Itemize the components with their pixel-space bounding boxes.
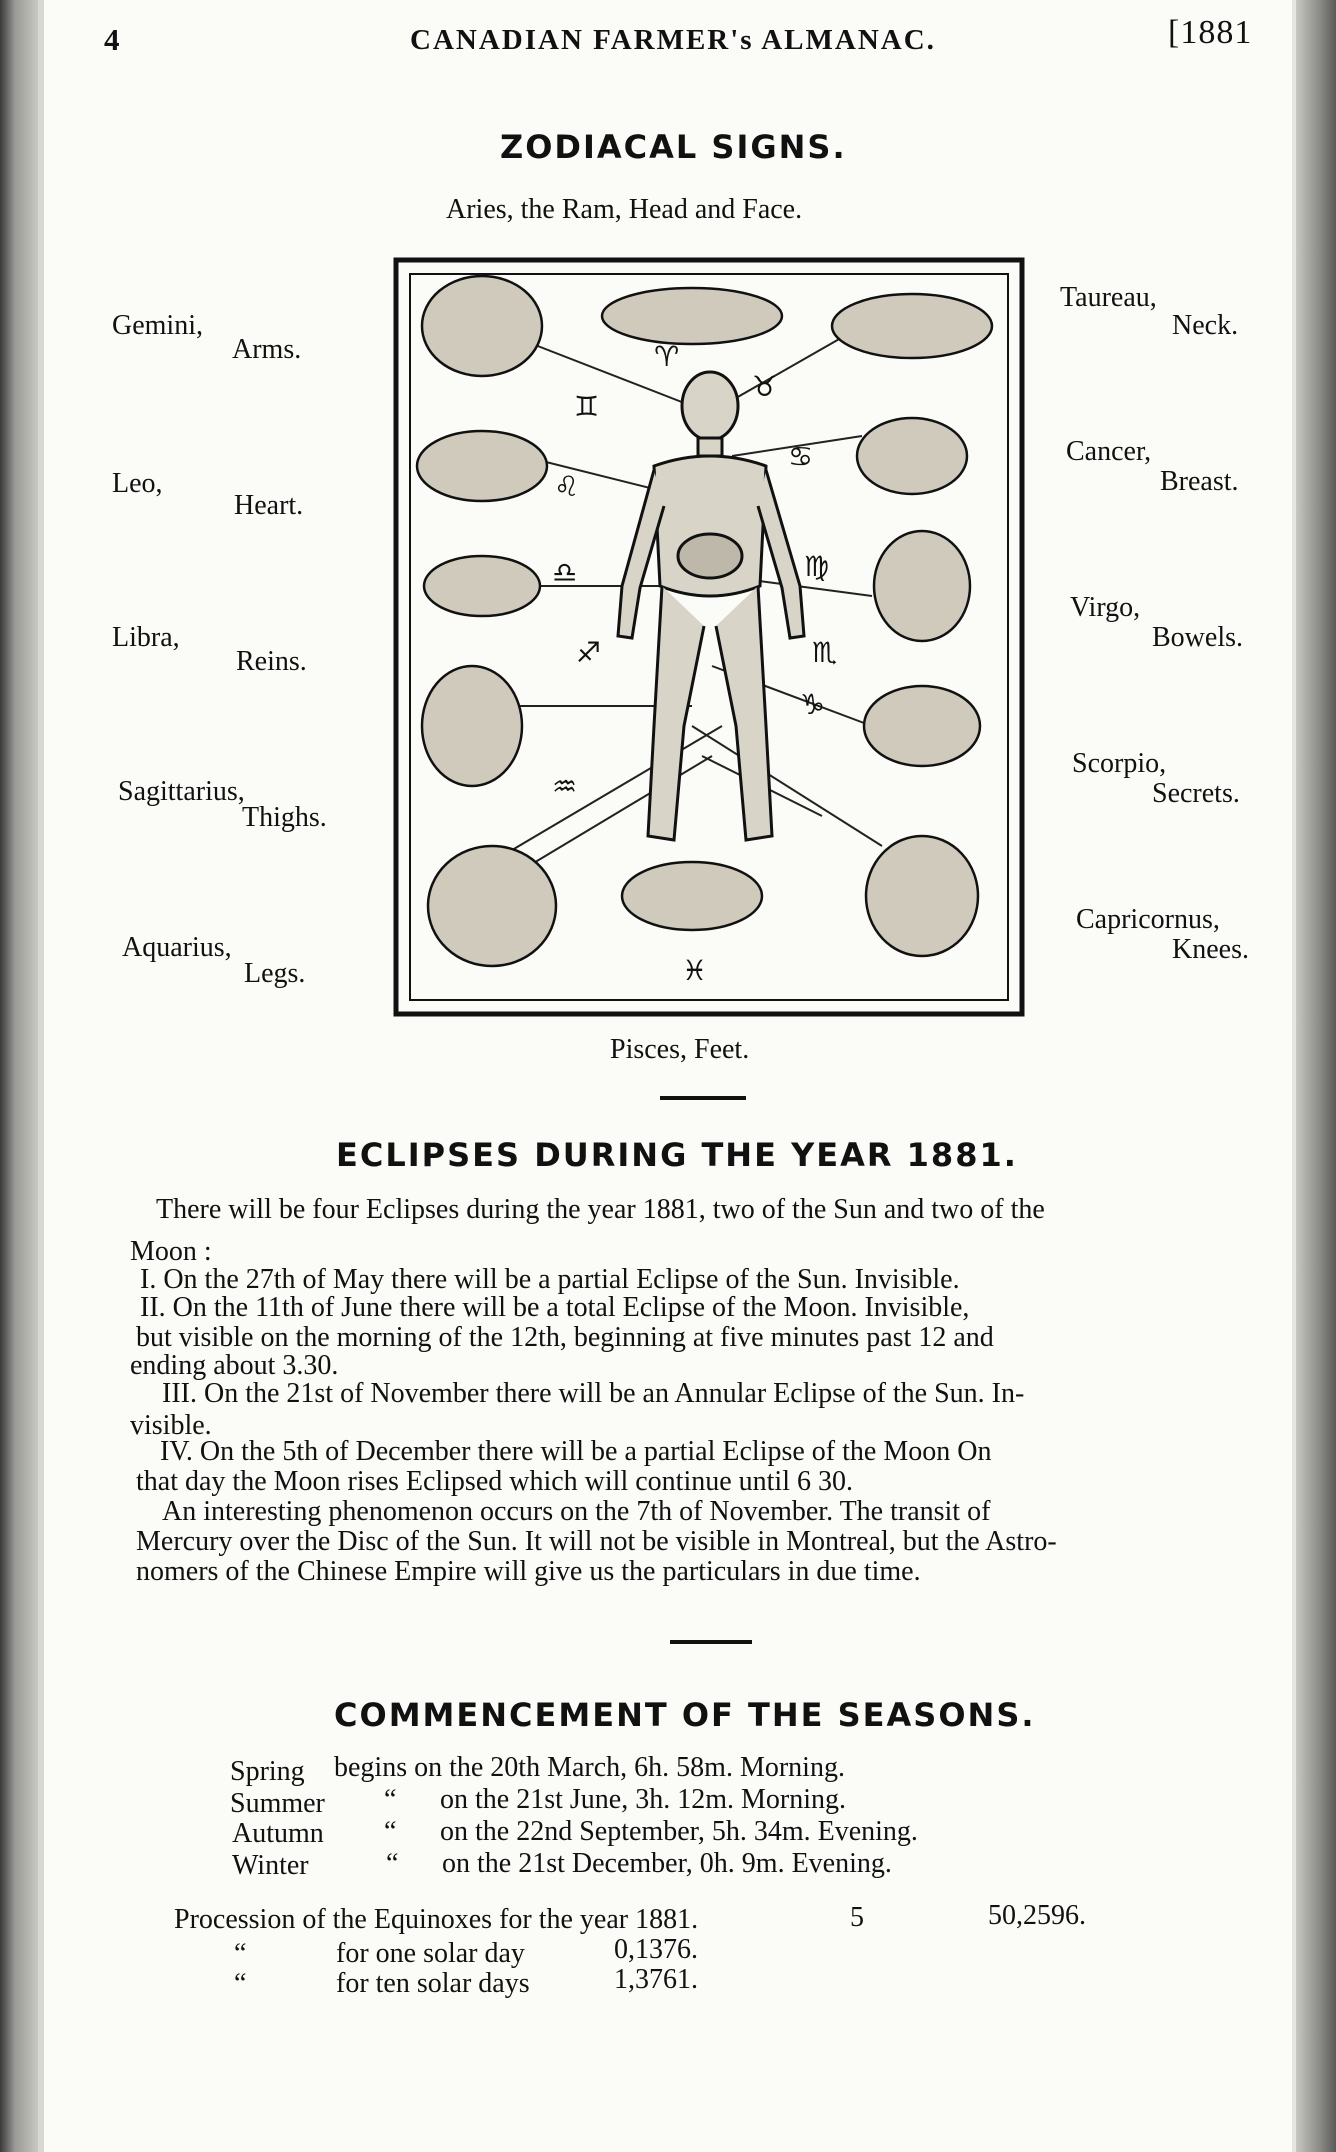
cancer-part: Breast. [1160,466,1239,497]
eclipse-line: III. On the 21st of November there will be an Annular Eclipse of the Sun. In- [162,1378,1025,1409]
fishes-shape [622,862,762,930]
gemini-glyph: ♊ [574,390,600,423]
goat-shape [866,836,978,956]
taurus-part: Neck. [1172,310,1239,341]
scorpio-glyph: ♏ [812,636,838,669]
procession-label: Procession of the Equinoxes for the year 1881. [174,1904,699,1935]
season-text-summer: on the 21st June, 3h. 12m. Morning. [440,1784,846,1815]
pisces-glyph: ♓ [682,954,708,987]
water-bearer-shape [428,846,556,966]
aquarius-label: Aquarius, [122,932,232,963]
running-title: CANADIAN FARMER's ALMANAC. [410,24,936,56]
procession-sub-label-1: for one solar day [336,1938,525,1969]
leo-label: Leo, [112,468,163,499]
eclipse-line: Mercury over the Disc of the Sun. It will not be visible in Montreal, but the Astro- [136,1526,1057,1557]
taurus-label: Taureau, [1060,282,1157,313]
season-ditto-autumn: “ [384,1816,397,1847]
sagittarius-part: Thighs. [242,802,327,833]
procession-sub-label-2: for ten solar days [336,1968,530,1999]
scorpio-label: Scorpio, [1072,748,1167,779]
eclipse-line: nomers of the Chinese Empire will give us the particulars in due time. [136,1556,921,1587]
page-number: 4 [104,22,121,57]
gemini-label: Gemini, [112,310,203,341]
eclipse-line: An interesting phenomenon occurs on the 7th of November. The transit of [162,1496,991,1527]
season-text-spring: begins on the 20th March, 6h. 58m. Morning. [334,1752,845,1783]
eclipse-line: II. On the 11th of June there will be a total Eclipse of the Moon. Invisible, [140,1292,970,1323]
zodiac-man-illustration [392,256,1026,1018]
book-spine-edge [0,0,38,2152]
capricornus-part: Knees. [1172,934,1249,965]
procession-value-b: 50,2596. [988,1900,1086,1931]
running-year: [1881 [1168,14,1253,51]
aquarius-part: Legs. [244,958,306,989]
aries-glyph: ♈ [654,340,680,373]
eclipse-line: I. On the 27th of May there will be a partial Eclipse of the Sun. Invisible. [140,1264,960,1295]
section-divider-1 [660,1096,746,1100]
twins-shape [422,276,542,376]
eclipse-line: but visible on the morning of the 12th, beginning at five minutes past 12 and [136,1322,994,1353]
aquarius-glyph: ♒ [552,770,578,803]
eclipse-line: Moon : [130,1236,212,1267]
season-text-winter: on the 21st December, 0h. 9m. Evening. [442,1848,892,1879]
season-ditto-winter: “ [386,1848,399,1879]
procession-ditto-1: “ [234,1938,247,1969]
season-text-autumn: on the 22nd September, 5h. 34m. Evening. [440,1816,918,1847]
procession-ditto-2: “ [234,1968,247,1999]
scales-shape [424,556,540,616]
leo-part: Heart. [234,490,304,521]
libra-label: Libra, [112,622,180,653]
sagittarius-label: Sagittarius, [118,776,245,807]
eclipse-line: ending about 3.30. [130,1350,339,1381]
season-ditto-summer: “ [384,1784,397,1815]
eclipses-title: ECLIPSES DURING THE YEAR 1881. [336,1136,1018,1174]
section-divider-2 [670,1640,752,1644]
gemini-part: Arms. [232,334,302,365]
virgin-shape [874,531,970,641]
capricorn-glyph: ♑ [800,688,826,721]
procession-sub-value-2: 1,3761. [614,1964,698,1995]
eclipse-line: IV. On the 5th of December there will be a partial Eclipse of the Moon On [160,1436,992,1467]
archer-shape [422,666,522,786]
season-name-spring: Spring [230,1756,305,1787]
eclipse-line: There will be four Eclipses during the year 1881, two of the Sun and two of the [156,1194,1045,1225]
leo-glyph: ♌ [554,470,580,503]
season-name-summer: Summer [230,1788,325,1819]
cancer-label: Cancer, [1066,436,1152,467]
sagittarius-glyph: ♐ [576,636,602,669]
almanac-page [38,0,1296,2152]
zodiac-title: ZODIACAL SIGNS. [500,128,847,166]
virgo-glyph: ♍ [804,550,830,583]
procession-value-a: 5 [850,1902,864,1933]
virgo-label: Virgo, [1070,592,1141,623]
libra-part: Reins. [236,646,307,677]
zodiac-top-caption: Aries, the Ram, Head and Face. [446,194,803,225]
seasons-title: COMMENCEMENT OF THE SEASONS. [334,1696,1036,1734]
eclipse-line: visible. [130,1410,212,1441]
book-page-edge [1296,0,1336,2152]
bull-shape [832,294,992,358]
capricornus-label: Capricornus, [1076,904,1220,935]
zodiac-bottom-caption: Pisces, Feet. [610,1034,750,1065]
season-name-autumn: Autumn [232,1818,324,1849]
human-figure [618,372,804,840]
virgo-part: Bowels. [1152,622,1243,653]
season-name-winter: Winter [232,1850,309,1881]
lion-shape [417,431,547,501]
libra-glyph: ♎ [552,556,578,589]
taurus-glyph: ♉ [752,370,778,403]
scorpion-shape [864,686,980,766]
ram-shape [602,288,782,344]
scorpio-part: Secrets. [1152,778,1240,809]
cancer-glyph: ♋ [788,440,814,473]
procession-sub-value-1: 0,1376. [614,1934,698,1965]
eclipse-line: that day the Moon rises Eclipsed which will continue until 6 30. [136,1466,853,1497]
crab-shape [857,418,967,494]
